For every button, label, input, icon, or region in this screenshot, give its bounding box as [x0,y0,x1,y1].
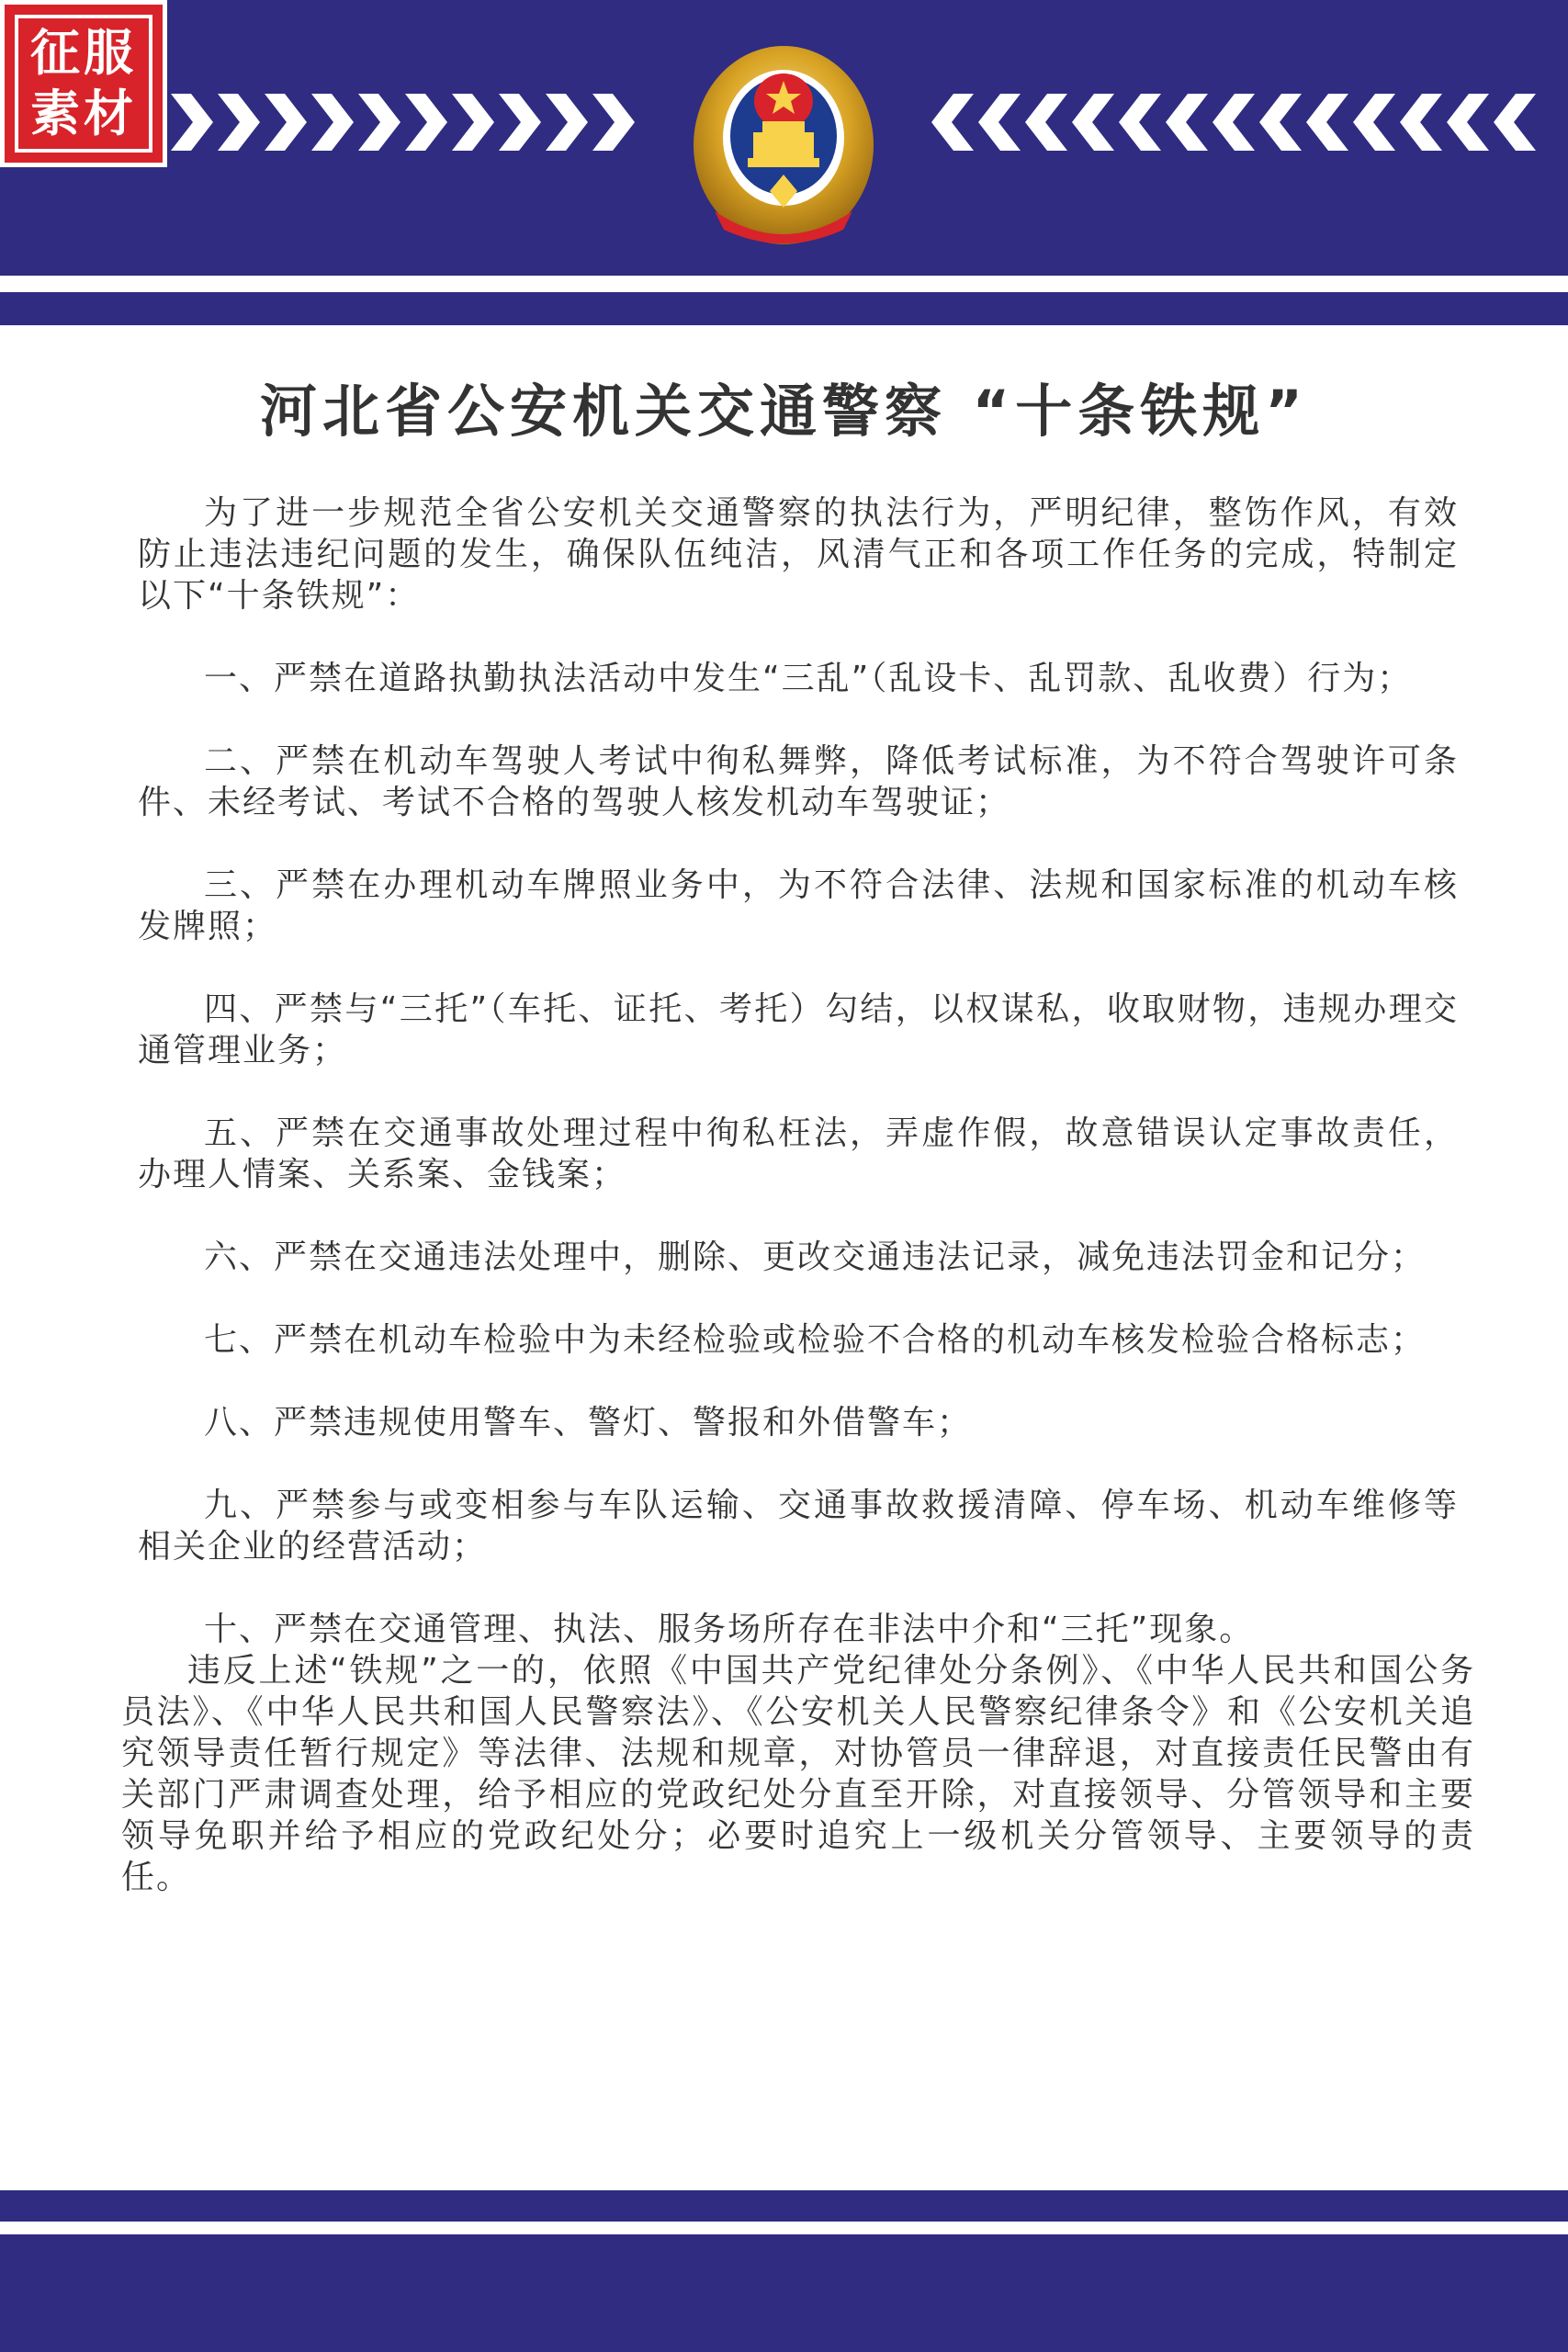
rule-5: 五、严禁在交通事故处理过程中徇私枉法，弄虚作假，故意错误认定事故责任，办理人情案、关系案、金钱案； [138,1114,1459,1193]
rule-9: 九、严禁参与或变相参与车队运输、交通事故救援清障、停车场、机动车维修等相关企业的经营活动； [138,1487,1459,1566]
right-chevron-row [931,88,1556,156]
footer-band-bottom [0,2234,1568,2352]
intro-paragraph: 为了进一步规范全省公安机关交通警察的执法行为，严明纪律，整饬作风，有效防止违法违纪问题的发生，确保队伍纯洁，风清气正和各项工作任务的完成，特制定以下“十条铁规”： [138,494,1459,615]
rule-4: 四、严禁与“三托”（车托、证托、考托）勾结，以权谋私，收取财物，违规办理交通管理业务； [138,990,1459,1069]
document-body [121,492,1475,1898]
page-title: 河北省公安机关交通警察 “十条铁规” [259,378,1309,445]
rule-1: 一、严禁在道路执勤执法活动中发生“三乱”（乱设卡、乱罚款、乱收费）行为； [204,660,1413,697]
stamp-text-line1: 征服 [30,24,137,82]
footer-band-top [0,2190,1568,2222]
header-lower-band [0,292,1568,325]
rule-8: 八、严禁违规使用警车、警灯、警报和外借警车； [204,1404,973,1442]
chevron-left-icon [931,88,1556,156]
header-divider [0,279,1568,292]
left-chevron-row [171,88,639,156]
watermark-stamp [0,0,167,167]
rule-6: 六、严禁在交通违法处理中，删除、更改交通违法记录，减免违法罚金和记分； [204,1238,1427,1276]
stamp-text-line2: 素材 [30,85,137,142]
rule-3: 三、严禁在办理机动车牌照业务中，为不符合法律、法规和国家标准的机动车核发牌照； [138,866,1459,945]
chevron-right-icon [171,88,639,156]
rule-10: 十、严禁在交通管理、执法、服务场所存在非法中介和“三托”现象。 [204,1611,1255,1648]
rule-7: 七、严禁在机动车检验中为未经检验或检验不合格的机动车核发检验合格标志； [204,1321,1427,1359]
penalty-paragraph: 违反上述“铁规”之一的，依照《中国共产党纪律处分条例》、《中华人民共和国公务员法》、《中华人民共和国人民警察法》、《公安机关人民警察纪律条令》和《公安机关追究领导责任暂行规定》等法律、法规和规章，对协管员一律辞退，对直接责任民警由有关部门严肃调查处理，给予相应的党政纪处分直至开除，对直接领导、分管领导和主要领导免职并给予相应的党政纪处分；必要时追究上一级机关分管领导、主要领导的责任。 [121,1652,1475,1896]
police-emblem-icon [687,37,880,248]
rule-2: 二、严禁在机动车驾驶人考试中徇私舞弊，降低考试标准，为不符合驾驶许可条件、未经考试、考试不合格的驾驶人核发机动车驾驶证； [138,742,1459,821]
